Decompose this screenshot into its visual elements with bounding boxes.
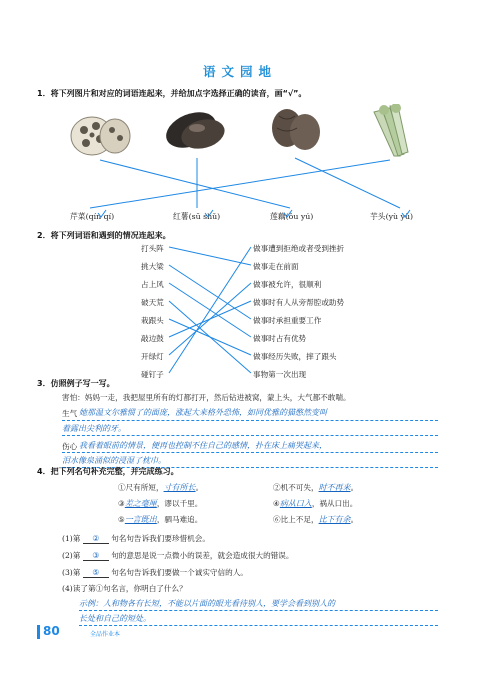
- q4-item-5: ⑤一言既出，驷马难追。: [118, 515, 203, 524]
- q4-item-2: ②机不可失，时不再来。: [273, 483, 359, 492]
- q2-left-2: 挑大梁: [141, 262, 164, 271]
- answer-rule: [62, 452, 438, 453]
- q3-prompt: 3．仿照例子写一写。: [37, 379, 115, 388]
- page-title: 语文园地: [202, 64, 277, 79]
- q3-angry-answer-1: 她那温文尔雅惯了的面庞，涨起大来格外恐怖，如同优雅的猫憋然变叫: [79, 408, 327, 417]
- answer-rule: [62, 420, 438, 421]
- q2-prompt: 2．将下列词语和遇到的情况连起来。: [37, 231, 171, 240]
- q2-line-8: [169, 247, 251, 373]
- q3-sad-answer-1: 我看着眼前的情景，便再也控制不住自己的感情，扑在床上痛哭起来，: [79, 441, 327, 450]
- page-number: 80: [43, 624, 60, 638]
- q1-line-taro: [295, 158, 400, 208]
- q2-left-6: 敲边鼓: [141, 334, 164, 343]
- label-sweet-potato: 红薯(sū shǔ): [173, 212, 221, 221]
- q3-angry-answer-2: 着露出尖利的牙。: [62, 424, 126, 433]
- q4-sub-4-answer-1: 示例：人和物各有长短，不能以片面的眼光看待别人，要学会看到别人的: [79, 599, 335, 608]
- q3-sad-label: 伤心: [62, 442, 78, 451]
- q4-item-1: ①尺有所短，寸有所长。: [118, 483, 204, 492]
- footer-bar: [37, 625, 40, 639]
- q4-sub-4: (4)读了第①句名言，你明白了什么？: [62, 584, 187, 593]
- q2-left-4: 破天荒: [141, 298, 164, 307]
- q1-check-1: [98, 210, 106, 217]
- label-lotus-root: 莲藕(ǒu yú): [270, 212, 314, 221]
- q3-sad-answer-2: 泪水像泉涌似的浸湿了枕巾。: [62, 456, 166, 465]
- q2-right-1: 做事遭到拒绝或者受到挫折: [253, 244, 345, 253]
- q1-check-4: [402, 210, 410, 217]
- q4-prompt: 4．把下列名句补充完整，并完成练习。: [37, 467, 179, 476]
- q2-left-7: 开绿灯: [141, 352, 164, 361]
- q2-right-4: 做事时有人从旁帮腔或助势: [253, 298, 345, 307]
- q4-sub-2: (2)第 ③ 句的意思是说一点微小的误差，就会造成很大的错误。: [62, 551, 294, 560]
- q1-check-3: [284, 210, 292, 217]
- q4-sub-4-answer-2: 长处和自己的短处。: [79, 614, 151, 623]
- q3-example: 害怕：妈妈一走，我把屋里所有的灯都打开，然后钻进被窝，蒙上头，大气都不敢喘。: [62, 393, 351, 402]
- q2-right-3: 做事被允许，很顺利: [253, 280, 322, 289]
- q4-sub-1: (1)第 ② 句名句告诉我们要珍惜机会。: [62, 534, 210, 543]
- answer-rule: [79, 625, 438, 626]
- q1-line-lotus: [100, 160, 290, 208]
- q2-line-7: [169, 283, 251, 355]
- q2-left-1: 打头阵: [141, 244, 164, 253]
- q1-check-2: [205, 210, 213, 217]
- q3-angry-label: 生气: [62, 409, 78, 418]
- q4-item-3: ③差之毫厘，谬以千里。: [118, 499, 203, 508]
- book-name: 全品作业本: [90, 631, 121, 638]
- q2-left-5: 栽跟头: [141, 316, 164, 325]
- q2-right-8: 事物第一次出现: [253, 370, 307, 379]
- label-celery: 芹菜(qín qí): [70, 212, 115, 221]
- q4-item-6: ⑥比上不足，比下有余。: [273, 515, 359, 524]
- label-taro: 芋头(yù yǔ): [370, 212, 414, 221]
- q2-right-7: 做事经历失败，摔了跟头: [253, 352, 337, 361]
- q4-item-4: ④病从口入，祸从口出。: [273, 499, 358, 508]
- q4-sub-3: (3)第 ⑤ 句名句告诉我们要做一个诚实守信的人。: [62, 568, 248, 577]
- q2-line-5: [169, 319, 251, 355]
- q2-right-6: 做事时占有优势: [253, 334, 307, 343]
- q2-right-2: 做事走在前面: [253, 262, 299, 271]
- q1-line-celery: [90, 160, 390, 208]
- answer-rule: [79, 610, 438, 611]
- q2-left-8: 碰钉子: [141, 370, 164, 379]
- q2-right-5: 做事时承担重要工作: [253, 316, 322, 325]
- answer-rule: [62, 435, 438, 436]
- q1-prompt: 1．将下列图片和对应的词语连起来，并给加点字选择正确的读音，画“√”。: [37, 89, 307, 98]
- q2-left-3: 占上风: [141, 280, 164, 289]
- q2-line-1: [169, 247, 251, 265]
